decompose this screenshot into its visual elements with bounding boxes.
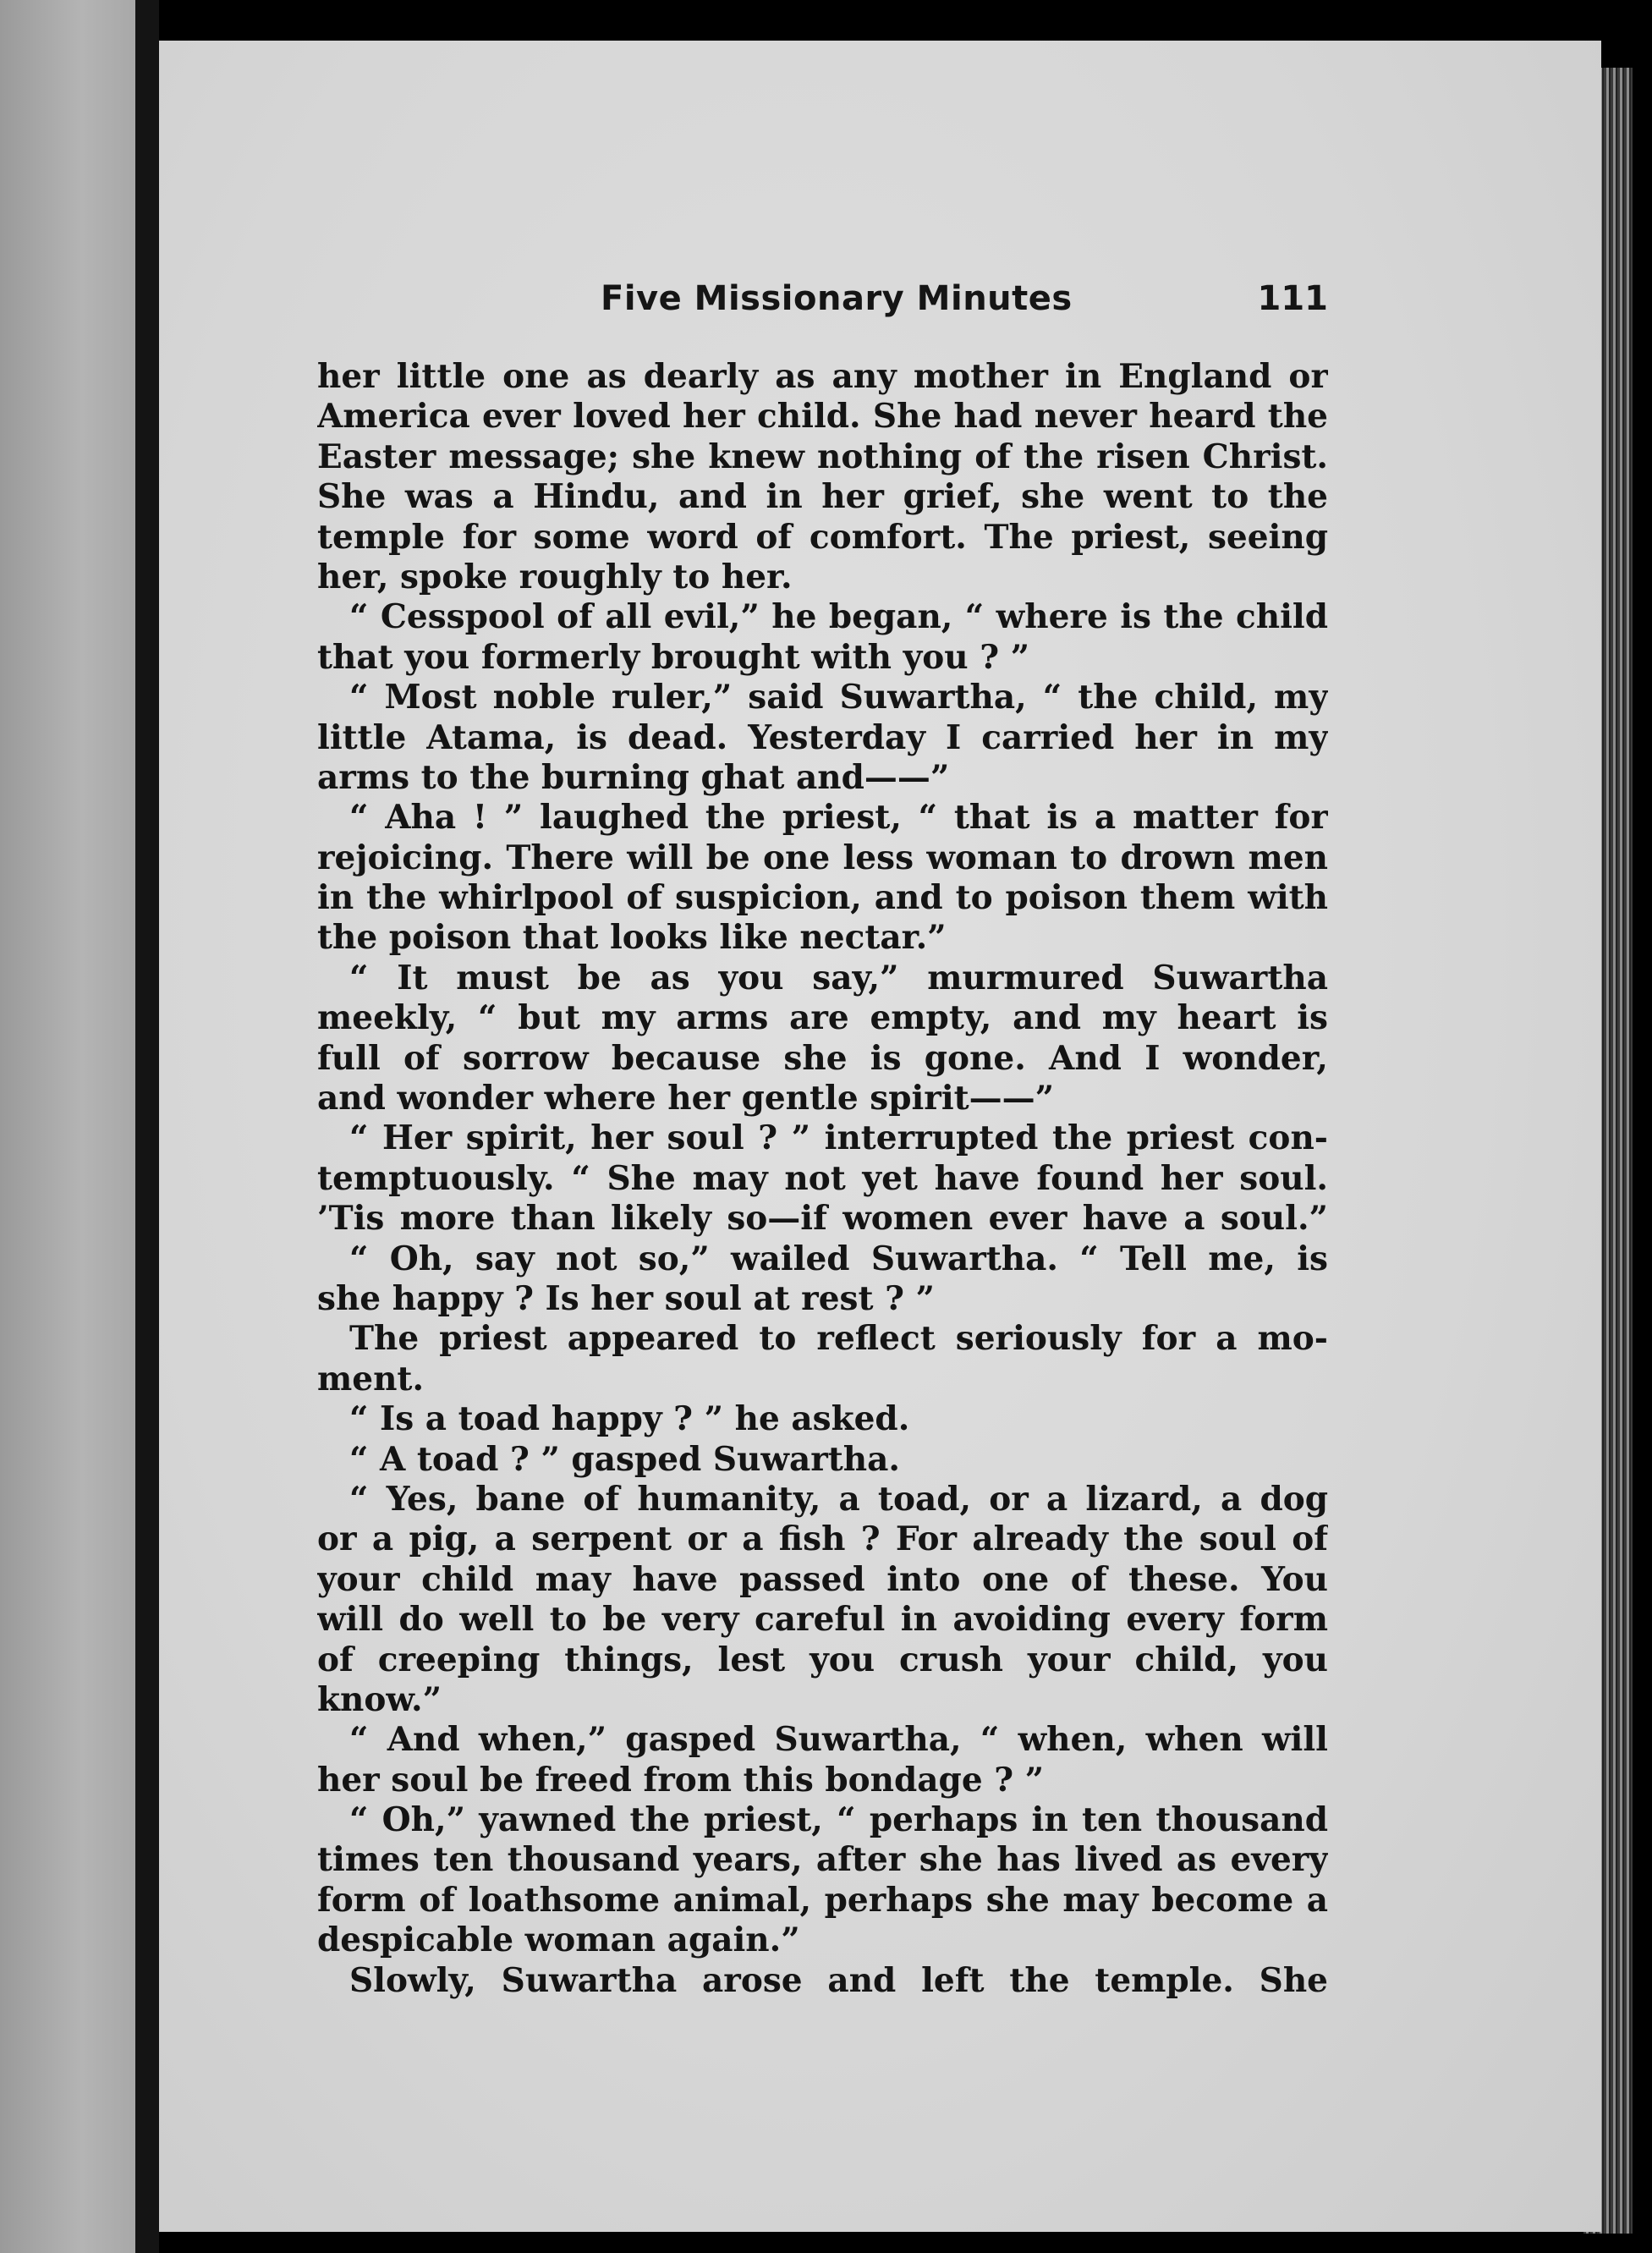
text-line: or a pig, a serpent or a fish ? For already the soul of <box>317 1519 1328 1559</box>
text-line: and wonder where her gentle spirit——” <box>317 1079 1055 1118</box>
text-line: “ Is a toad happy ? ” he asked. <box>349 1399 910 1439</box>
text-line: your child may have passed into one of these. You <box>317 1559 1328 1599</box>
text-line: she happy ? Is her soul at rest ? ” <box>317 1278 935 1318</box>
text-line: ment. <box>317 1359 425 1399</box>
text-line: “ Most noble ruler,” said Suwartha, “ the child, my <box>349 678 1328 717</box>
text-line: She was a Hindu, and in her grief, she went to the <box>317 477 1328 517</box>
text-line: little Atama, is dead. Yesterday I carried her in my <box>317 717 1328 757</box>
text-line: meekly, “ but my arms are empty, and my heart is <box>317 998 1328 1038</box>
text-line: “ Aha ! ” laughed the priest, “ that is a matter for <box>349 798 1328 838</box>
text-line: “ A toad ? ” gasped Suwartha. <box>349 1439 900 1479</box>
text-line: The priest appeared to reflect seriously for a mo- <box>349 1319 1328 1359</box>
text-line: “ And when,” gasped Suwartha, “ when, when will <box>349 1720 1328 1760</box>
text-line: Slowly, Suwartha arose and left the temple. She <box>349 1960 1328 2000</box>
text-line: “ Cesspool of all evil,” he began, “ where is the child <box>349 597 1328 637</box>
body-text <box>317 357 1328 2001</box>
text-line: despicable woman again.” <box>317 1921 800 1960</box>
text-line: the poison that looks like nectar.” <box>317 918 947 958</box>
facing-page-edge <box>0 0 135 2253</box>
text-line: her, spoke roughly to her. <box>317 557 793 596</box>
text-line: temptuously. “ She may not yet have found her soul. <box>317 1158 1328 1198</box>
text-line: “ Oh,” yawned the priest, “ perhaps in ten thousand <box>349 1800 1328 1840</box>
text-line: that you formerly brought with you ? ” <box>317 637 1030 677</box>
running-head <box>326 279 1328 330</box>
text-line: temple for some word of comfort. The priest, seeing <box>317 517 1328 557</box>
text-line: arms to the burning ghat and——” <box>317 757 950 797</box>
text-line: know.” <box>317 1679 442 1719</box>
text-line: Easter message; she knew nothing of the risen Christ. <box>317 437 1328 476</box>
text-line: her little one as dearly as any mother in England or <box>317 357 1328 396</box>
text-line: rejoicing. There will be one less woman to drown men <box>317 838 1328 877</box>
text-line: “ It must be as you say,” murmured Suwartha <box>349 958 1328 997</box>
text-line: “ Yes, bane of humanity, a toad, or a lizard, a dog <box>349 1479 1328 1519</box>
text-line: her soul be freed from this bondage ? ” <box>317 1760 1045 1800</box>
page-number: 111 <box>1257 279 1328 318</box>
text-line: ’Tis more than likely so—if women ever have a soul.” <box>317 1199 1328 1239</box>
text-line: of creeping things, lest you crush your child, you <box>317 1640 1328 1679</box>
text-line: America ever loved her child. She had never heard the <box>317 397 1328 437</box>
text-line: “ Her spirit, her soul ? ” interrupted the priest con- <box>349 1118 1328 1158</box>
text-line: times ten thousand years, after she has lived as every <box>317 1840 1328 1880</box>
text-line: in the whirlpool of suspicion, and to poison them with <box>317 878 1328 918</box>
text-line: “ Oh, say not so,” wailed Suwartha. “ Tell me, is <box>349 1239 1328 1278</box>
text-line: full of sorrow because she is gone. And I wonder, <box>317 1038 1328 1078</box>
text-line: will do well to be very careful in avoiding every form <box>317 1600 1328 1640</box>
running-title: Five Missionary Minutes <box>601 279 1073 318</box>
book-gutter <box>135 0 159 2253</box>
text-line: form of loathsome animal, perhaps she may become a <box>317 1880 1328 1920</box>
